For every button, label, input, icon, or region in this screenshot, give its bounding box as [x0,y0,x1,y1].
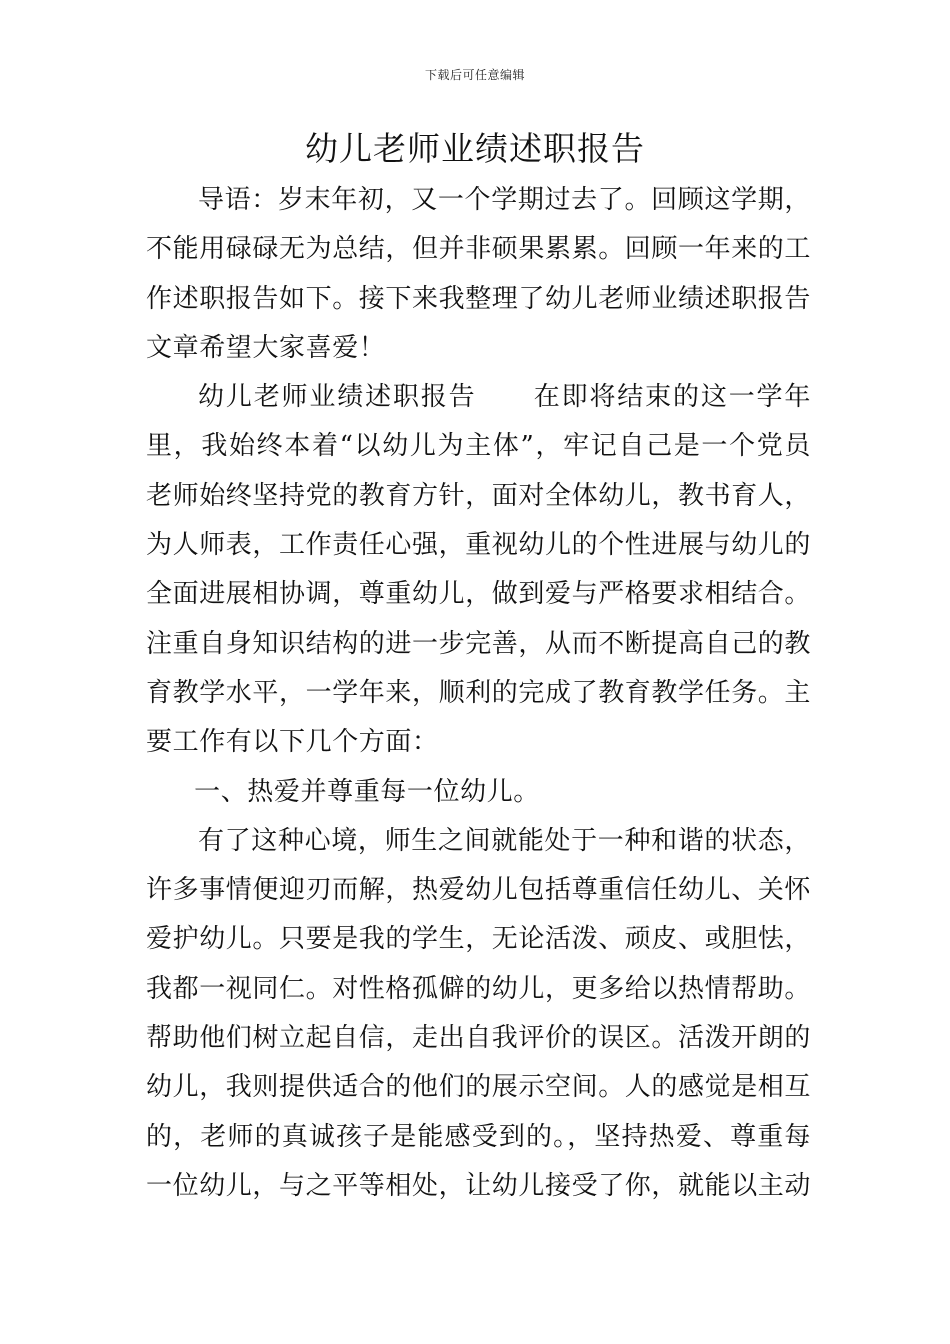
document-body [146,176,811,1211]
report-paragraph-text: 在即将结束的这一学年里，我始终本着“以幼儿为主体”，牢记自己是一个党员老师始终坚持党的教育方针，面对全体幼儿，教书育人，为人师表，工作责任心强，重视幼儿的个性进展与幼儿的全面进展相协调，尊重幼儿，做到爱与严格要求相结合。注重自身知识结构的进一步完善，从而不断提高自己的教育教学水平，一学年来，顺利的完成了教育教学任务。主要工作有以下几个方面： [146,382,812,758]
report-paragraph [146,373,811,767]
section-heading: 一、热爱并尊重每一位幼儿。 [194,776,540,807]
report-lead-title: 幼儿老师业绩述职报告 [198,382,477,413]
header-note: 下载后可任意编辑 [424,68,525,82]
section-paragraph: 有了这种心境，师生之间就能处于一种和谐的状态，许多事情便迎刃而解，热爱幼儿包括尊重信任幼儿、关怀爱护幼儿。只要是我的学生，无论活泼、顽皮、或胆怯，我都一视同仁。对性格孤僻的幼儿，更多给以热情帮助。帮助他们树立起自信，走出自我评价的误区。活泼开朗的幼儿，我则提供适合的他们的展示空间。人的感觉是相互的，老师的真诚孩子是能感受到的。，坚持热爱、尊重每一位幼儿，与之平等相处，让幼儿接受了你，就能以主动 [146,825,812,1201]
intro-paragraph: 导语：岁末年初，又一个学期过去了。回顾这学期，不能用碌碌无为总结，但并非硕果累累。回顾一年来的工作述职报告如下。接下来我整理了幼儿老师业绩述职报告文章希望大家喜爱！ [146,185,812,363]
document-title: 幼儿老师业绩述职报告 [305,129,645,168]
